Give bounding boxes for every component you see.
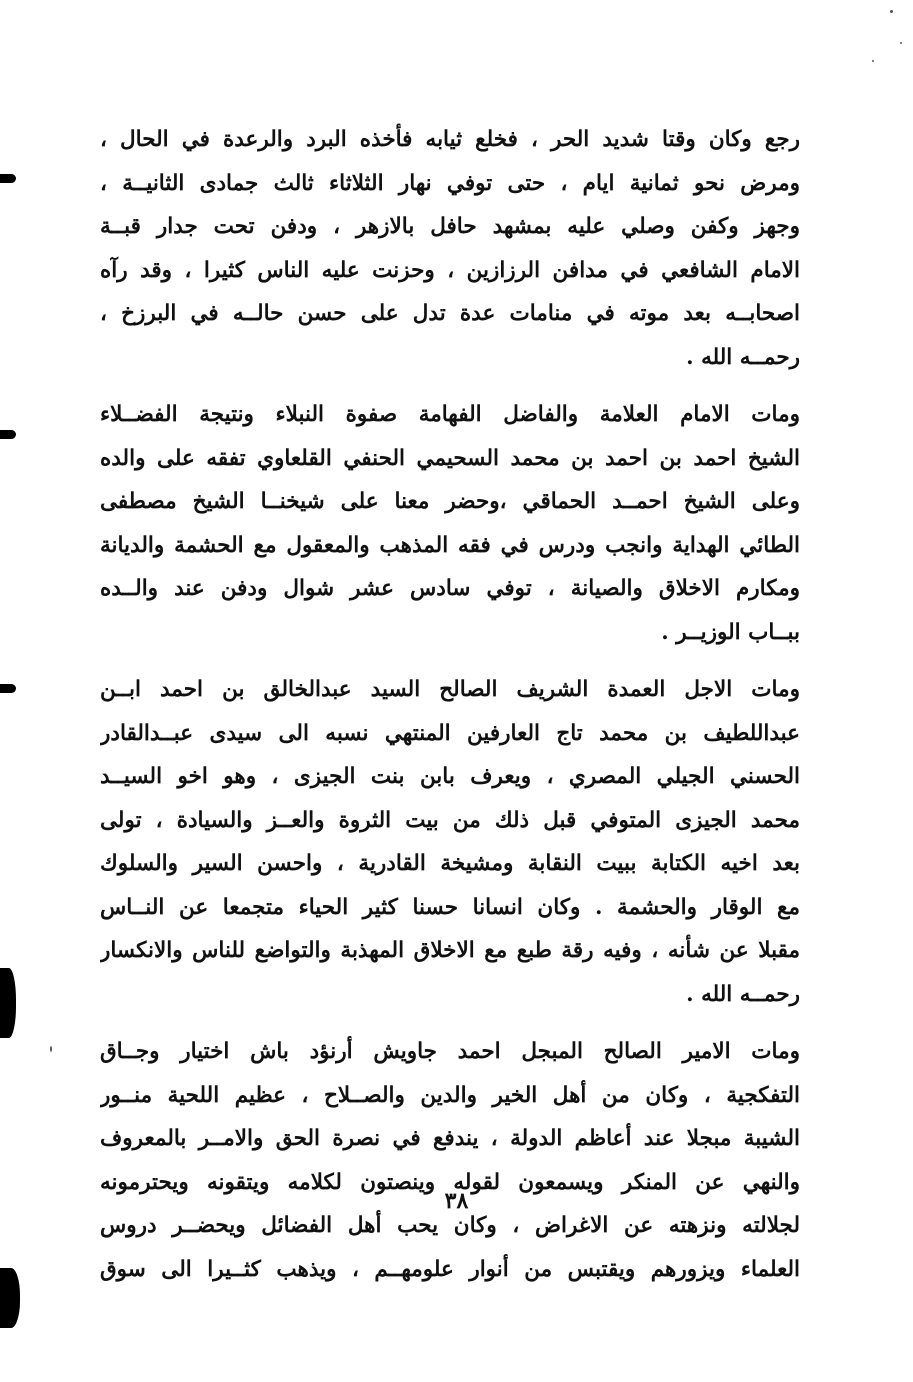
text-line: الامام الشافعي في مدافن الرزازين ، وحزنت عليه الناس كثيرا ، وقد رآه — [100, 257, 800, 283]
text-line: عبداللطيف بن محمد تاج العارفين المنتهي نسبه الى سيدى عبــدالقادر — [100, 720, 800, 746]
scan-speck — [900, 42, 902, 44]
text-line: رحمــه الله . — [686, 981, 800, 1007]
scan-speck — [890, 10, 893, 13]
text-line: ببــاب الوزيــر . — [661, 619, 800, 645]
text-line: لجلالته ونزهته عن الاغراض ، وكان يحب أهل الفضائل ويحضــر دروس — [100, 1213, 800, 1238]
paragraph-3 — [100, 668, 800, 1016]
text-line: الشيبة مبجلا عند أعاظم الدولة ، يندفع في نصرة الحق والامــر بالمعروف — [100, 1126, 800, 1151]
text-line: رجع وكان وقتا شديد الحر ، فخلع ثيابه فأخذه البرد والرعدة في الحال ، — [100, 127, 800, 152]
text-line: وعلى الشيخ احمــد الحماقي ،وحضر معنا على شيخنــا الشيخ مصطفى — [100, 489, 800, 514]
text-line: والنهي عن المنكر ويسمعون لقوله وينصتون لكلامه ويتقونه ويحترمونه — [100, 1169, 800, 1195]
text-line: ومكارم الاخلاق والصيانة ، توفي سادس عشر شوال ودفن عند والــده — [100, 576, 800, 601]
text-line: مع الوقار والحشمة . وكان انسانا حسنا كثير الحياء متجمعا عن النــاس — [100, 894, 800, 920]
paragraph-2 — [100, 393, 800, 654]
text-line: اصحابــه بعد موته في منامات عدة تدل على حسن حالــه في البرزخ ، — [100, 301, 800, 326]
text-line: الطائي الهداية وانجب ودرس في فقه المذهب والمعقول مع الحشمة والديانة — [100, 532, 800, 558]
scan-mark — [0, 684, 16, 693]
text-line: الحسني الجيلي المصري ، ويعرف بابن بنت الجيزى ، وهو اخو السيــد — [100, 764, 800, 789]
text-line: ومات الاجل العمدة الشريف الصالح السيد عبدالخالق بن احمد ابــن — [100, 677, 800, 702]
page-number: ٣٨ — [444, 1188, 469, 1214]
body-text — [100, 118, 800, 1305]
text-line: ومرض نحو ثمانية ايام ، حتى توفي نهار الثلاثاء ثالث جمادى الثانيــة ، — [100, 170, 800, 196]
text-line: رحمــه الله . — [686, 344, 800, 370]
text-line: محمد الجيزى المتوفي قبل ذلك من بيت الثروة والعــز والسيادة ، تولى — [100, 807, 800, 833]
scan-mark — [0, 968, 16, 1038]
text-line: العلماء ويزورهم ويقتبس من أنوار علومهــم ، ويذهب كثــيرا الى سوق — [100, 1256, 800, 1282]
scan-mark — [0, 430, 16, 439]
text-line: الشيخ احمد بن احمد بن محمد السحيمي الحنفي القلعاوي تفقه على والده — [100, 445, 800, 471]
scan-mark — [0, 174, 16, 183]
text-line: وجهز وكفن وصلي عليه بمشهد حافل بالازهر ، ودفن تحت جدار قبــة — [100, 214, 800, 239]
text-line: ومات الامير الصالح المبجل احمد جاويش أرنؤد باش اختيار وجــاق — [100, 1039, 800, 1064]
paragraph-4 — [100, 1030, 800, 1291]
scan-mark — [0, 1268, 20, 1328]
paragraph-1 — [100, 118, 800, 379]
scan-speck — [50, 1046, 52, 1052]
text-line: التفكجية ، وكان من أهل الخير والدين والصــلاح ، عظيم اللحية منــور — [100, 1082, 800, 1108]
scan-speck — [872, 60, 874, 62]
text-line: بعد اخيه الكتابة ببيت النقابة ومشيخة القادرية ، واحسن السير والسلوك — [100, 851, 800, 876]
text-line: مقبلا عن شأنه ، وفيه رقة طبع مع الاخلاق المهذبة والتواضع للناس والانكسار — [100, 938, 800, 963]
text-line: ومات الامام العلامة والفاضل الفهامة صفوة النبلاء ونتيجة الفضــلاء — [100, 402, 800, 427]
